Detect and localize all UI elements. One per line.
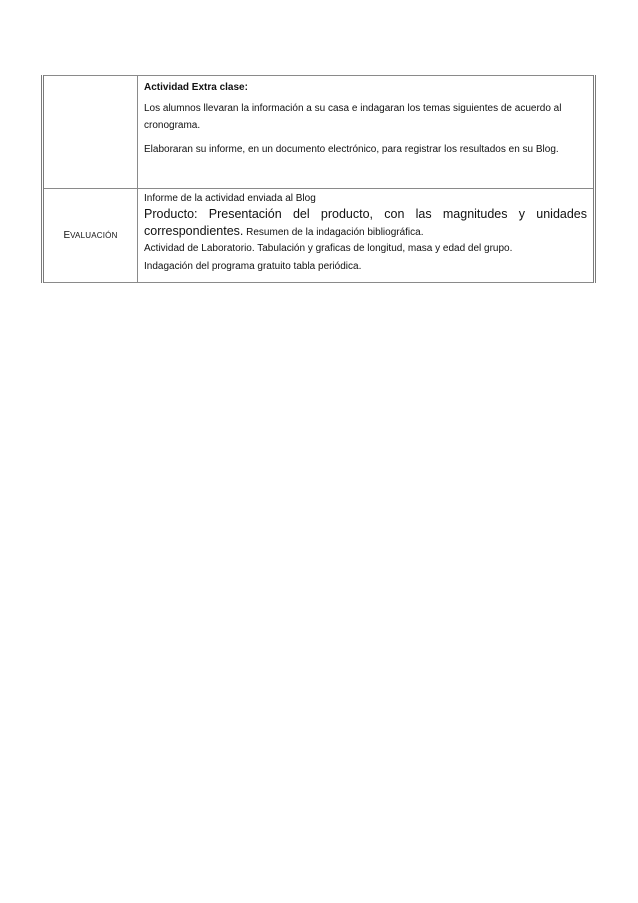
evaluation-label (63, 230, 117, 241)
planning-table (41, 75, 596, 283)
extra-activity-paragraph-2: Elaboraran su informe, en un documento electrónico, para registrar los resultados en su Blog. (144, 144, 559, 155)
evaluation-line-2: Producto: Presentación del producto, con las magnitudes y unidades (144, 207, 587, 221)
evaluation-line-3-large: correspondientes. (144, 224, 244, 238)
table-row (43, 189, 595, 283)
extra-activity-paragraph-1: Los alumnos llevaran la información a su casa e indagaran los temas siguientes de acuerdo al cronograma. (144, 103, 562, 131)
table-row (43, 76, 595, 189)
extra-activity-heading: Actividad Extra clase: (144, 82, 248, 93)
evaluation-content-cell (138, 189, 595, 283)
evaluation-label-initial: E (63, 230, 71, 241)
evaluation-line-3 (144, 223, 587, 241)
extra-activity-cell (138, 76, 595, 189)
evaluation-line-3-small: Resumen de la indagación bibliográfica. (243, 227, 424, 238)
evaluation-label-cell (43, 189, 138, 283)
empty-label-cell (43, 76, 138, 189)
evaluation-line-4: Actividad de Laboratorio. Tabulación y graficas de longitud, masa y edad del grupo. (144, 243, 513, 254)
evaluation-label-rest: VALUACIÓN (70, 231, 118, 240)
evaluation-line-1: Informe de la actividad enviada al Blog (144, 193, 316, 204)
evaluation-line-5: Indagación del programa gratuito tabla periódica. (144, 261, 362, 272)
